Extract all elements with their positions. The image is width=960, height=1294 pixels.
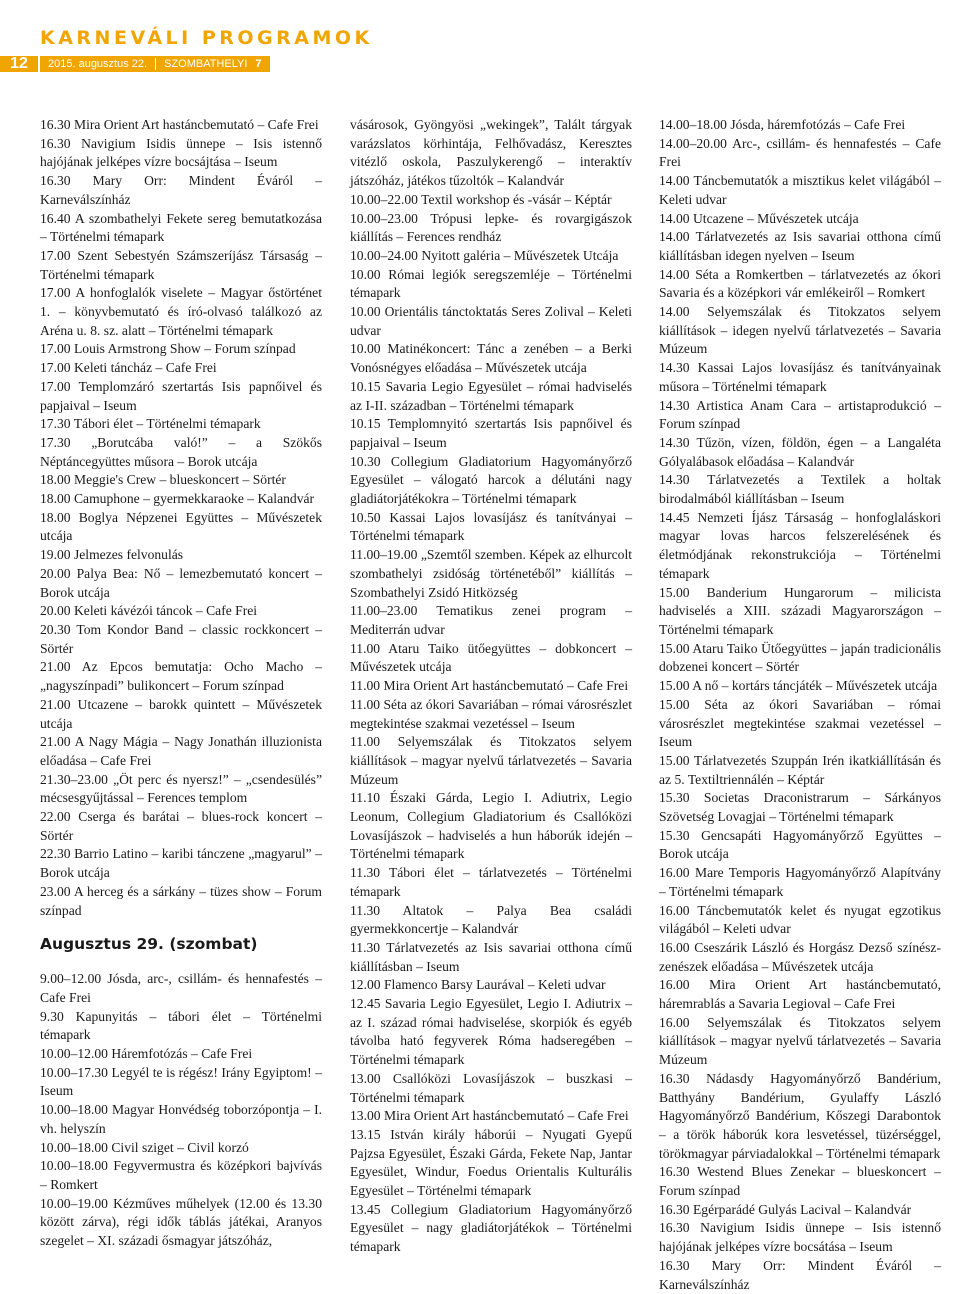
program-entry: 15.30 Societas Draconistrarum – Sárkányos Szövetség Lovagjai – Történelmi témapark bbox=[659, 790, 941, 825]
publication-suffix: 7 bbox=[255, 58, 262, 70]
program-column-1 bbox=[40, 116, 322, 1251]
program-entry: 21.00 Utcazene – barokk quintett – Művészetek utcája bbox=[40, 696, 322, 731]
program-entry: 11.00 Séta az ókori Savariában – római városrészlet megtekintése szakmai vezetéssel – Iseum bbox=[350, 696, 632, 731]
program-entry: 10.00 Orientális tánctoktatás Seres Zolival – Keleti udvar bbox=[350, 304, 632, 338]
program-entry: 10.50 Kassai Lajos lovasíjász és tanítványai – Történelmi témapark bbox=[350, 509, 632, 544]
section-title: KARNEVÁLI PROGRAMOK bbox=[40, 27, 373, 49]
entry-list bbox=[40, 116, 322, 920]
page-number: 12 bbox=[0, 56, 38, 72]
program-entry: 16.30 Nádasdy Hagyományőrző Bandérium, Batthyány Bandérium, Gyulaffy László Hagyományőrző Bandérium, Kőszegi Darabontok – a török háborúk kora lesvetéssel, tüzérséggel, törökmagyar párviadalokkal – Történelmi témapark bbox=[659, 1070, 941, 1161]
program-entry: 14.30 Artistica Anam Cara – artistaprodukció – Forum színpad bbox=[659, 397, 941, 432]
header-divider bbox=[155, 58, 156, 70]
program-entry: 9.30 Kapunyitás – tábori élet – Történelmi témapark bbox=[40, 1008, 322, 1043]
program-entry: 10.00–18.00 Magyar Honvédség toborzópontja – I. vh. helyszín bbox=[40, 1102, 322, 1136]
program-entry: 15.30 Gencsapáti Hagyományőrző Együttes – Borok utcája bbox=[659, 827, 941, 862]
program-entry: 15.00 A nő – kortárs táncjáték – Művészetek utcája bbox=[659, 678, 938, 694]
program-entry: 16.00 Mira Orient Art hastáncbemutató, háremrablás a Savaria Legioval – Cafe Frei bbox=[659, 977, 941, 1012]
program-entry: 11.30 Tábori élet – tárlatvezetés – Történelmi témapark bbox=[350, 865, 632, 899]
day-heading: Augusztus 29. (szombat) bbox=[40, 935, 258, 954]
entry-list bbox=[40, 970, 322, 1251]
program-column-3 bbox=[659, 116, 941, 1294]
issue-date: 2015. augusztus 22. bbox=[48, 58, 148, 70]
program-entry: 17.00 Keleti táncház – Cafe Frei bbox=[40, 360, 217, 376]
program-entry: 14.45 Nemzeti Íjász Társaság – honfoglaláskori magyar lovas harcos felszerelésének és életmódjának rekonstrukciója – Történelmi témapark bbox=[659, 509, 941, 581]
program-entry: 11.00 Mira Orient Art hastáncbemutató – Cafe Frei bbox=[350, 678, 629, 694]
program-entry: 16.00 Selyemszálak és Titokzatos selyem kiállítások – magyar nyelvű tárlatvezetés – Savaria Múzeum bbox=[659, 1014, 941, 1068]
program-entry: 9.00–12.00 Jósda, arc-, csillám- és hennafestés – Cafe Frei bbox=[40, 971, 322, 1005]
program-entry: 10.00–19.00 Kézműves műhelyek (12.00 és 13.30 között zárva), régi idők táblás játékai, Aranyos szegelet – XI. századi ősmagyar játszóház, bbox=[40, 1195, 322, 1249]
program-entry: 12.45 Savaria Legio Egyesület, Legio I. Adiutrix – az I. század római hadviselése, skorpiók és egyéb távolba ható fegyverek Róma hadseregében – Történelmi témapark bbox=[350, 996, 632, 1068]
program-entry: 10.15 Templomnyitó szertartás Isis papnőivel és papjaival – Iseum bbox=[350, 416, 632, 450]
program-entry: 16.00 Cseszárik László és Horgász Dezső színész-zenészek előadása – Művészetek utcája bbox=[659, 939, 941, 974]
program-entry: 10.00–24.00 Nyitott galéria – Művészetek Utcája bbox=[350, 247, 619, 263]
program-entry: 17.00 Templomzáró szertartás Isis papnőivel és papjaival – Iseum bbox=[40, 378, 322, 413]
program-column-2 bbox=[350, 116, 632, 1257]
program-entry: 13.00 Mira Orient Art hastáncbemutató – Cafe Frei bbox=[350, 1108, 629, 1124]
program-entry: 11.00–19.00 „Szemtől szemben. Képek az elhurcolt szombathelyi zsidóság történetéből” kiállítás – Szombathelyi Zsidó Hitközség bbox=[350, 547, 632, 600]
header-bar bbox=[0, 56, 960, 72]
program-entry: 15.00 Ataru Taiko Ütőegyüttes – japán tradicionális dobzenei koncert – Sörtér bbox=[659, 640, 941, 675]
publication-name: SZOMBATHELYI bbox=[164, 58, 248, 70]
program-entry: 11.30 Tárlatvezetés az Isis savariai otthona című kiállításban – Iseum bbox=[350, 939, 632, 974]
program-entry: 14.30 Tűzön, vízen, földön, égen – a Langaléta Gólyalábasok előadása – Kalandvár bbox=[659, 434, 941, 469]
program-entry: 15.00 Séta az ókori Savariában – római városrészlet megtekintése szakmai vezetéssel – Iseum bbox=[659, 696, 941, 750]
program-entry: 19.00 Jelmezes felvonulás bbox=[40, 547, 184, 563]
program-entry: 10.00 Matinékoncert: Tánc a zenében – a Berki Vonósnégyes előadása – Művészetek utcája bbox=[350, 341, 632, 376]
program-entry: 11.30 Altatok – Palya Bea családi gyermekkoncertje – Kalandvár bbox=[350, 902, 632, 937]
program-entry: 17.00 Szent Sebestyén Számszeríjász Társaság – Történelmi témapark bbox=[40, 247, 322, 282]
program-entry: 22.30 Barrio Latino – karibi tánczene „magyarul” – Borok utcája bbox=[40, 846, 322, 881]
program-entry: 18.00 Boglya Népzenei Együttes – Művészetek utcája bbox=[40, 509, 322, 544]
program-entry: 14.00 Utcazene – Művészetek utcája bbox=[659, 210, 859, 226]
program-entry: 16.30 Mary Orr: Mindent Éváról – Karneválszínház bbox=[40, 173, 322, 207]
program-entry: 16.30 Egérparádé Gulyás Lacival – Kalandvár bbox=[659, 1201, 912, 1217]
header-strip bbox=[40, 56, 270, 72]
program-entry: 10.00–18.00 Fegyvermustra és középkori bajvívás – Romkert bbox=[40, 1158, 322, 1192]
program-entry: 21.00 Az Epcos bemutatja: Ocho Macho – „nagyszínpadi” bulikoncert – Forum színpad bbox=[40, 659, 322, 694]
program-entry: 14.30 Tárlatvezetés a Textilek a holtak birodalmából kiállításban – Iseum bbox=[659, 472, 941, 507]
program-entry: 17.30 Tábori élet – Történelmi témapark bbox=[40, 416, 261, 432]
program-entry: 20.30 Tom Kondor Band – classic rockkoncert – Sörtér bbox=[40, 621, 322, 656]
program-entry: 20.00 Keleti kávézói táncok – Cafe Frei bbox=[40, 603, 258, 619]
program-entry: 16.30 Westend Blues Zenekar – blueskoncert – Forum színpad bbox=[659, 1164, 941, 1199]
program-entry: 13.45 Collegium Gladiatorium Hagyományőrző Egyesület – nagy gladiátorjátékok – Történelmi témapark bbox=[350, 1201, 632, 1255]
program-entry: 16.00 Táncbemutatók kelet és nyugat egzotikus világából – Keleti udvar bbox=[659, 902, 941, 937]
program-entry: 10.30 Collegium Gladiatorium Hagyományőrző Egyesület – válogató harcok a délutáni nagy gladiátorjátékokra – Történelmi témapark bbox=[350, 453, 632, 507]
program-entry: 16.30 Navigium Isidis ünnepe – Isis istennő hajójának jelképes vízre bocsátása – Iseum bbox=[659, 1220, 941, 1255]
program-entry: 10.00–23.00 Trópusi lepke- és rovargigászok kiállítás – Ferences rendház bbox=[350, 210, 632, 245]
program-entry: 10.00–17.30 Legyél te is régész! Irány Egyiptom! – Iseum bbox=[40, 1064, 322, 1099]
program-entry: 16.40 A szombathelyi Fekete sereg bemutatkozása – Történelmi témapark bbox=[40, 210, 322, 245]
program-entry: 15.00 Banderium Hungarorum – milicista hadviselés a XIII. századi Magyarországon – Történelmi témapark bbox=[659, 584, 941, 637]
program-entry: 11.00 Selyemszálak és Titokzatos selyem kiállítások – magyar nyelvű tárlatvezetés – Savaria Múzeum bbox=[350, 734, 632, 787]
program-entry: 16.00 Mare Temporis Hagyományőrző Alapítvány – Történelmi témapark bbox=[659, 865, 941, 899]
program-entry: 16.30 Mira Orient Art hastáncbemutató – Cafe Frei bbox=[40, 117, 319, 132]
program-entry: 23.00 A herceg és a sárkány – tüzes show – Forum színpad bbox=[40, 883, 322, 918]
program-entry: 10.00–18.00 Civil sziget – Civil korzó bbox=[40, 1139, 249, 1155]
program-entry: 10.00–12.00 Háremfotózás – Cafe Frei bbox=[40, 1046, 253, 1062]
program-entry: 13.15 István király háborúi – Nyugati Gyepű Pajzsa Egyesület, Északi Gárda, Fekete Nap, Jantar Egyesület, Windur, Foedus Orientalis Kulturális Egyesület – Történelmi témapark bbox=[350, 1126, 632, 1199]
program-entry: 11.00 Ataru Taiko ütőegyüttes – dobkoncert – Művészetek utcája bbox=[350, 640, 632, 675]
program-entry: 16.30 Navigium Isidis ünnepe – Isis istennő hajójának jelképes vízre bocsájtása – Iseum bbox=[40, 135, 322, 170]
program-entry: 22.00 Cserga és barátai – blues-rock koncert – Sörtér bbox=[40, 809, 322, 843]
program-entry: 17.00 A honfoglalók viselete – Magyar őstörténet 1. – könyvbemutató és író-olvasó találkozó az Aréna u. 8. sz. alatt – Történelmi témapark bbox=[40, 285, 322, 338]
program-entry: 10.15 Savaria Legio Egyesület – római hadviselés az I-II. században – Történelmi témapark bbox=[350, 378, 632, 413]
program-entry: 16.30 Mary Orr: Mindent Éváról – Karneválszínház bbox=[659, 1257, 941, 1292]
program-entry: 14.30 Kassai Lajos lovasíjász és tanítványainak műsora – Történelmi témapark bbox=[659, 360, 941, 394]
program-entry: 14.00 Séta a Romkertben – tárlatvezetés az ókori Savaria és a középkori vár emlékeiről – Romkert bbox=[659, 266, 941, 301]
program-entry: 17.30 „Borutcába való!” – a Szökős Néptáncegyüttes műsora – Borok utcája bbox=[40, 434, 322, 469]
program-entry: 12.00 Flamenco Barsy Laurával – Keleti udvar bbox=[350, 977, 606, 993]
program-entry: 14.00–20.00 Arc-, csillám- és hennafestés – Cafe Frei bbox=[659, 135, 941, 170]
program-entry: 11.10 Északi Gárda, Legio I. Adiutrix, Legio Leonum, Collegium Gladiatorium és Csallóközi Lovasíjászok – hadviselés a hun háborúk idején – Történelmi témapark bbox=[350, 790, 632, 862]
program-entry: 21.30–23.00 „Öt perc és nyersz!” – „csendesülés” mécsesgyűjtással – Ferences templom bbox=[40, 771, 322, 806]
program-entry: 14.00–18.00 Jósda, háremfotózás – Cafe Frei bbox=[659, 117, 906, 132]
program-entry: 17.00 Louis Armstrong Show – Forum színpad bbox=[40, 341, 296, 357]
program-entry: 10.00 Római legiók seregszemléje – Történelmi témapark bbox=[350, 266, 632, 301]
program-entry: 18.00 Meggie's Crew – blueskoncert – Sörtér bbox=[40, 472, 286, 488]
program-entry: vásárosok, Gyöngyösi „wekingek”, Talált tárgyak varázslatos körhintája, Felhővadász, Keresztes vitézlő oskola, Paszulykerengő – interaktív játszóház, játékos tűzoltók – Kalandvár bbox=[350, 117, 632, 189]
program-entry: 20.00 Palya Bea: Nő – lemezbemutató koncert – Borok utcája bbox=[40, 565, 322, 600]
program-entry: 14.00 Selyemszálak és Titokzatos selyem kiállítások – idegen nyelvű tárlatvezetés – Savaria Múzeum bbox=[659, 304, 941, 357]
program-entry: 14.00 Tárlatvezetés az Isis savariai otthona című kiállításban idegen nyelven – Iseum bbox=[659, 229, 941, 263]
program-entry: 11.00–23.00 Tematikus zenei program – Mediterrán udvar bbox=[350, 603, 632, 637]
program-entry: 14.00 Táncbemutatók a misztikus kelet világából – Keleti udvar bbox=[659, 173, 941, 207]
program-entry: 18.00 Camuphone – gyermekkaraoke – Kalandvár bbox=[40, 491, 315, 507]
program-entry: 13.00 Csallóközi Lovasíjászok – buszkasi – Történelmi témapark bbox=[350, 1070, 632, 1105]
program-entry: 21.00 A Nagy Mágia – Nagy Jonathán illuzionista előadása – Cafe Frei bbox=[40, 734, 322, 768]
program-entry: 10.00–22.00 Textil workshop és -vásár – Képtár bbox=[350, 191, 612, 207]
program-entry: 15.00 Tárlatvezetés Szuppán Irén ikatkiállításán és az 5. Textiltriennálén – Képtár bbox=[659, 752, 941, 787]
